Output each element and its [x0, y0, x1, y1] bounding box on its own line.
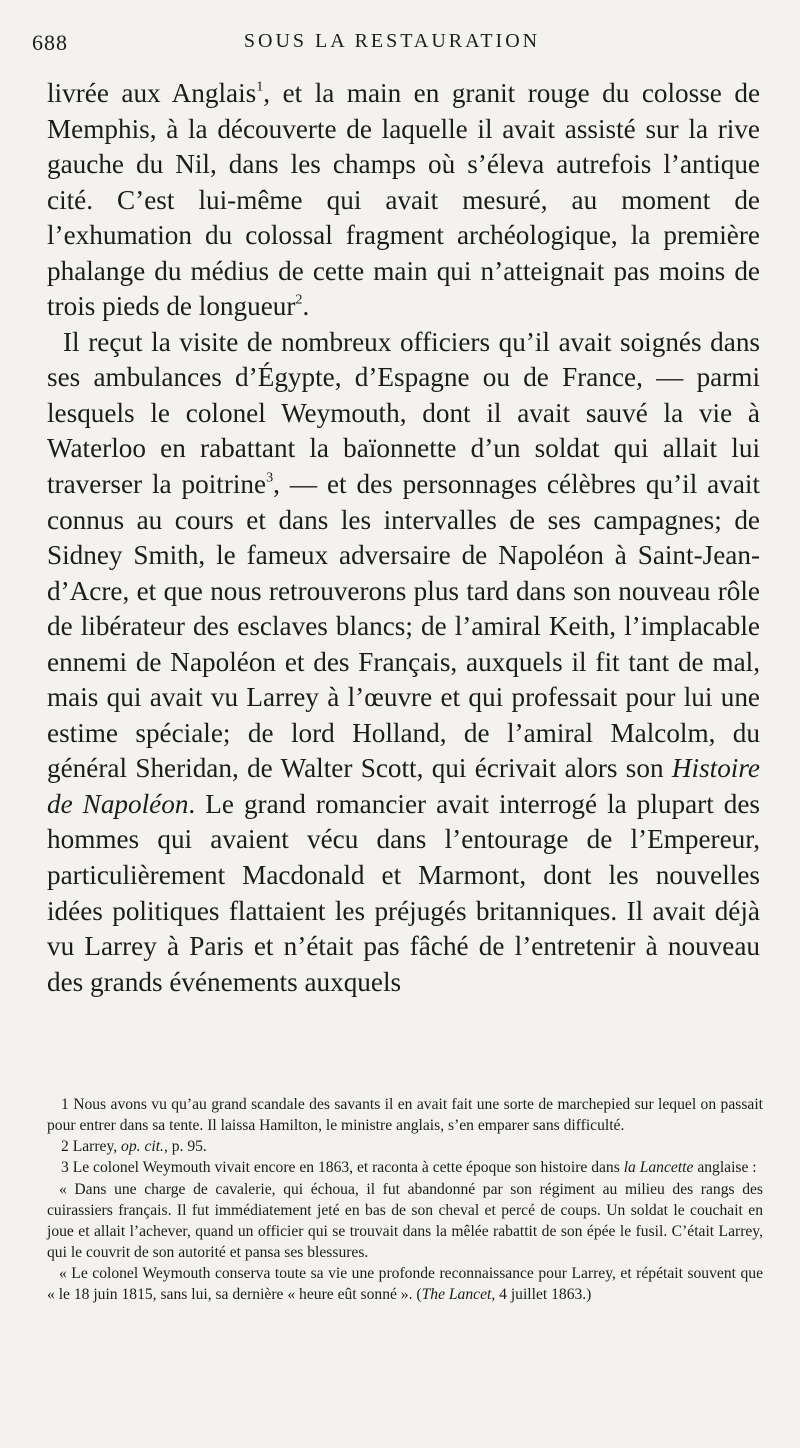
paragraph-2-text-b: , — et des personnages célèbres qu’il avait connus au cours et dans les intervalles de ses campagnes; de Sidney Smith, le fameux adversaire de Napoléon à Saint-Jean-d’Acre, et que nous retrouverons plus tard dans son nouveau rôle de libérateur des esclaves blancs; de l’amiral Keith, l’implacable ennemi de Napoléon et des Français, auxquels il fit tant de mal, mais qui avait vu Larrey à l’œuvre et qui professait pour lui une estime spéciale; de lord Holland, de l’amiral Malcolm, du général Sheridan, de Walter Scott, qui écrivait alors son: [47, 469, 760, 784]
paragraph-1: [47, 76, 760, 325]
footnote-2-text-a: Larrey,: [72, 1138, 122, 1156]
footnote-2: [47, 1136, 763, 1157]
paragraph-1-text-a: livrée aux Anglais: [47, 78, 257, 108]
running-head: SOUS LA RESTAURATION: [243, 30, 541, 52]
footnote-3-mark: 3: [61, 1159, 69, 1177]
footnote-1-text: Nous avons vu qu’au grand scandale des savants il en avait fait une sorte de marchepied sur lequel on passait pour entrer dans sa tente. Il laissa Hamilton, le ministre anglais, s’en emparer sans difficulté.: [47, 1096, 763, 1135]
footnote-3-quote-2-text-b: , 4 juillet 1863.): [491, 1286, 592, 1304]
book-title-histoire-de-napoleon: Histoire de Napoléon: [47, 753, 760, 819]
paragraph-2-text-c: . Le grand romancier avait interrogé la plupart des hommes qui avaient vécu dans l’entourage de l’Empereur, particulièrement Macdonald et Marmont, dont les nouvelles idées politiques flattaient les préjugés britanniques. Il avait déjà vu Larrey à Paris et n’était pas fâché de l’entretenir à nouveau des grands événements auxquels: [47, 788, 761, 997]
page-number: 688: [32, 30, 68, 55]
footnote-2-text-b: , p. 95.: [163, 1138, 207, 1156]
footnote-3-quote-2-journal: The Lancet: [421, 1286, 492, 1304]
footnote-ref-2: 2: [295, 291, 303, 308]
footnote-3-journal-title: la Lancette: [623, 1159, 694, 1177]
footnote-1-mark: 1: [61, 1096, 69, 1113]
paragraph-2-text-a: Il reçut la visite de nombreux officiers qu’il avait soignés dans ses ambulances d’Égypte, d’Espagne ou de France, — parmi lesquels le colonel Weymouth, dont il avait sauvé la vie à Waterloo en rabattant la baïonnette d’un soldat qui allait lui traverser la poitrine: [47, 326, 760, 500]
footnote-ref-1: 1: [256, 78, 264, 95]
footnote-3: [47, 1157, 763, 1178]
footnote-3-text-b: anglaise :: [693, 1159, 757, 1177]
page-header: [32, 30, 752, 62]
footnote-1: [47, 1094, 763, 1136]
footnote-2-mark: 2: [61, 1138, 69, 1156]
paragraph-2: [47, 325, 760, 1000]
footnote-3-quote-2-text-a: « Le colonel Weymouth conserva toute sa vie une profonde reconnaissance pour Larrey, et répétait souvent que « le 18 juin 1815, sans lui, sa dernière « heure eût sonné ». (: [47, 1265, 763, 1304]
footnotes: [47, 1094, 763, 1306]
footnote-2-citation: op. cit.: [121, 1138, 164, 1156]
footnote-ref-3: 3: [266, 469, 274, 486]
footnote-3-quote-1: « Dans une charge de cavalerie, qui échoua, il fut abandonné par son régiment au milieu des rangs des cuirassiers français. Il fut immédiatement jeté en bas de son cheval et percé de coups. Un soldat le couchait en joue et allait l’achever, quand un officier qui se trouvait dans la mêlée rabattit de son épée le fusil. C’était Larrey, qui le couvrit de son autorité et pansa ses blessures.: [47, 1180, 763, 1262]
main-text: [47, 76, 760, 1000]
paragraph-1-text-c: .: [302, 291, 310, 322]
paragraph-1-text-b: , et la main en granit rouge du colosse de Memphis, à la découverte de laquelle il avait assisté sur la rive gauche du Nil, dans les champs où s’éleva autrefois l’antique cité. C’est lui-même qui avait mesuré, au moment de l’exhumation du colossal fragment archéologique, la première phalange du médius de cette main qui n’atteignait pas moins de trois pieds de longueur: [47, 78, 761, 322]
footnote-3-text-a: Le colonel Weymouth vivait encore en 1863, et raconta à cette époque son histoire dans: [72, 1159, 624, 1177]
footnote-3-quote-2: [47, 1263, 763, 1305]
